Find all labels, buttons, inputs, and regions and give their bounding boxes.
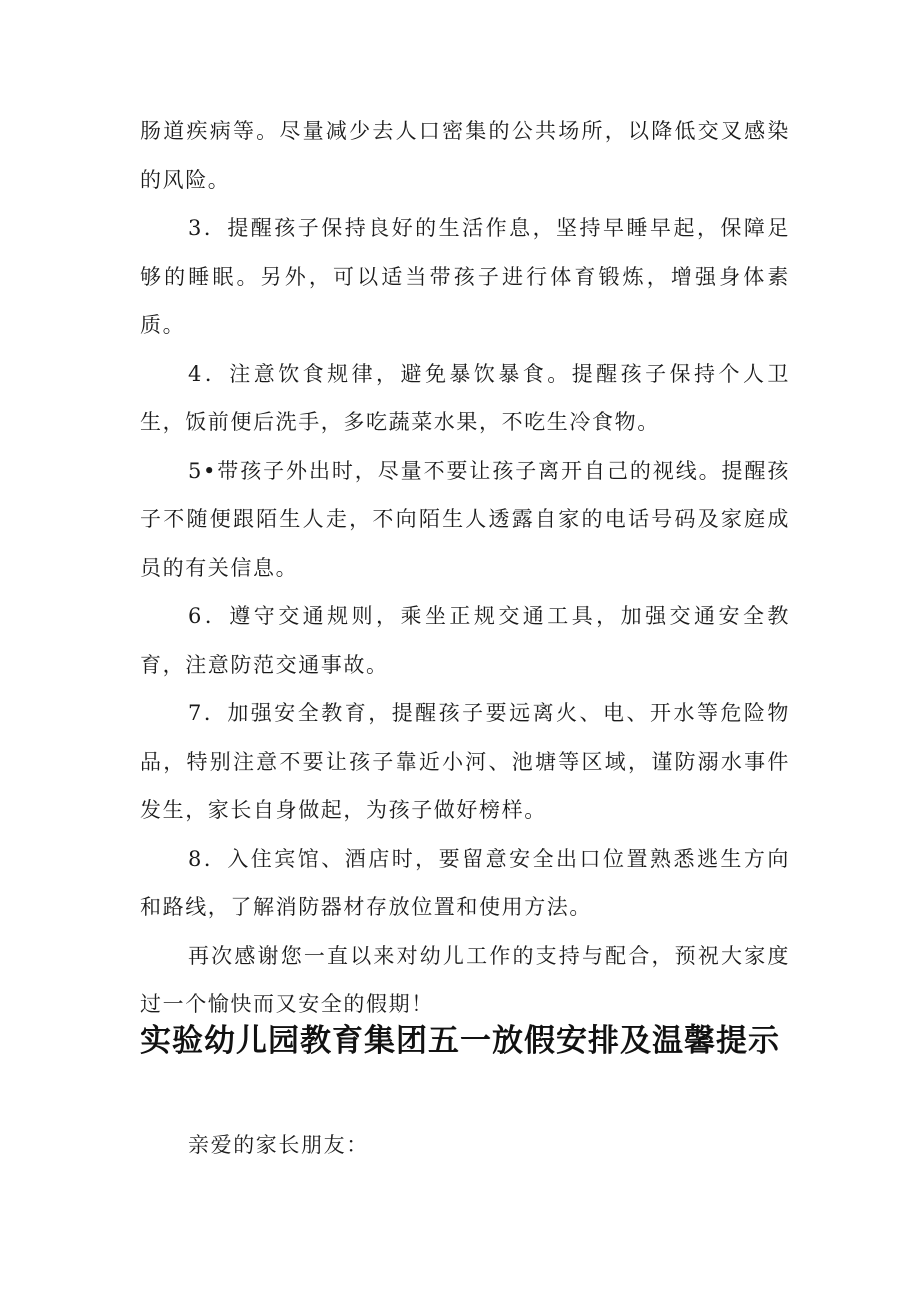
paragraph-item-8: 8．入住宾馆、酒店时，要留意安全出口位置熟悉逃生方向和路线，了解消防器材存放位置和使用方法。 [140,846,790,919]
paragraph-item-5: 5•带孩子外出时，尽量不要让孩子离开自己的视线。提醒孩子不随便跟陌生人走，不向陌生人透露自家的电话号码及家庭成员的有关信息。 [140,458,790,580]
body-text [140,107,790,1029]
paragraph-item-3: 3．提醒孩子保持良好的生活作息，坚持早睡早起，保障足够的睡眠。另外，可以适当带孩子进行体育锻炼，增强身体素质。 [140,216,790,337]
paragraph-closing: 再次感谢您一直以来对幼儿工作的支持与配合，预祝大家度过一个愉快而又安全的假期！ [140,943,790,1016]
paragraph-item-4: 4．注意饮食规律，避免暴饮暴食。提醒孩子保持个人卫生，饭前便后洗手，多吃蔬菜水果，不吃生冷食物。 [140,361,790,434]
paragraph-item-7: 7．加强安全教育，提醒孩子要远离火、电、开水等危险物品，特别注意不要让孩子靠近小河、池塘等区域，谨防溺水事件发生，家长自身做起，为孩子做好榜样。 [140,701,790,822]
document-title: 实验幼儿园教育集团五一放假安排及温馨提示 [140,1023,780,1059]
greeting: 亲爱的家长朋友： [188,1133,369,1157]
paragraph-continuation: 肠道疾病等。尽量减少去人口密集的公共场所，以降低交叉感染的风险。 [140,119,790,192]
paragraph-item-6: 6．遵守交通规则，乘坐正规交通工具，加强交通安全教育，注意防范交通事故。 [140,604,790,677]
